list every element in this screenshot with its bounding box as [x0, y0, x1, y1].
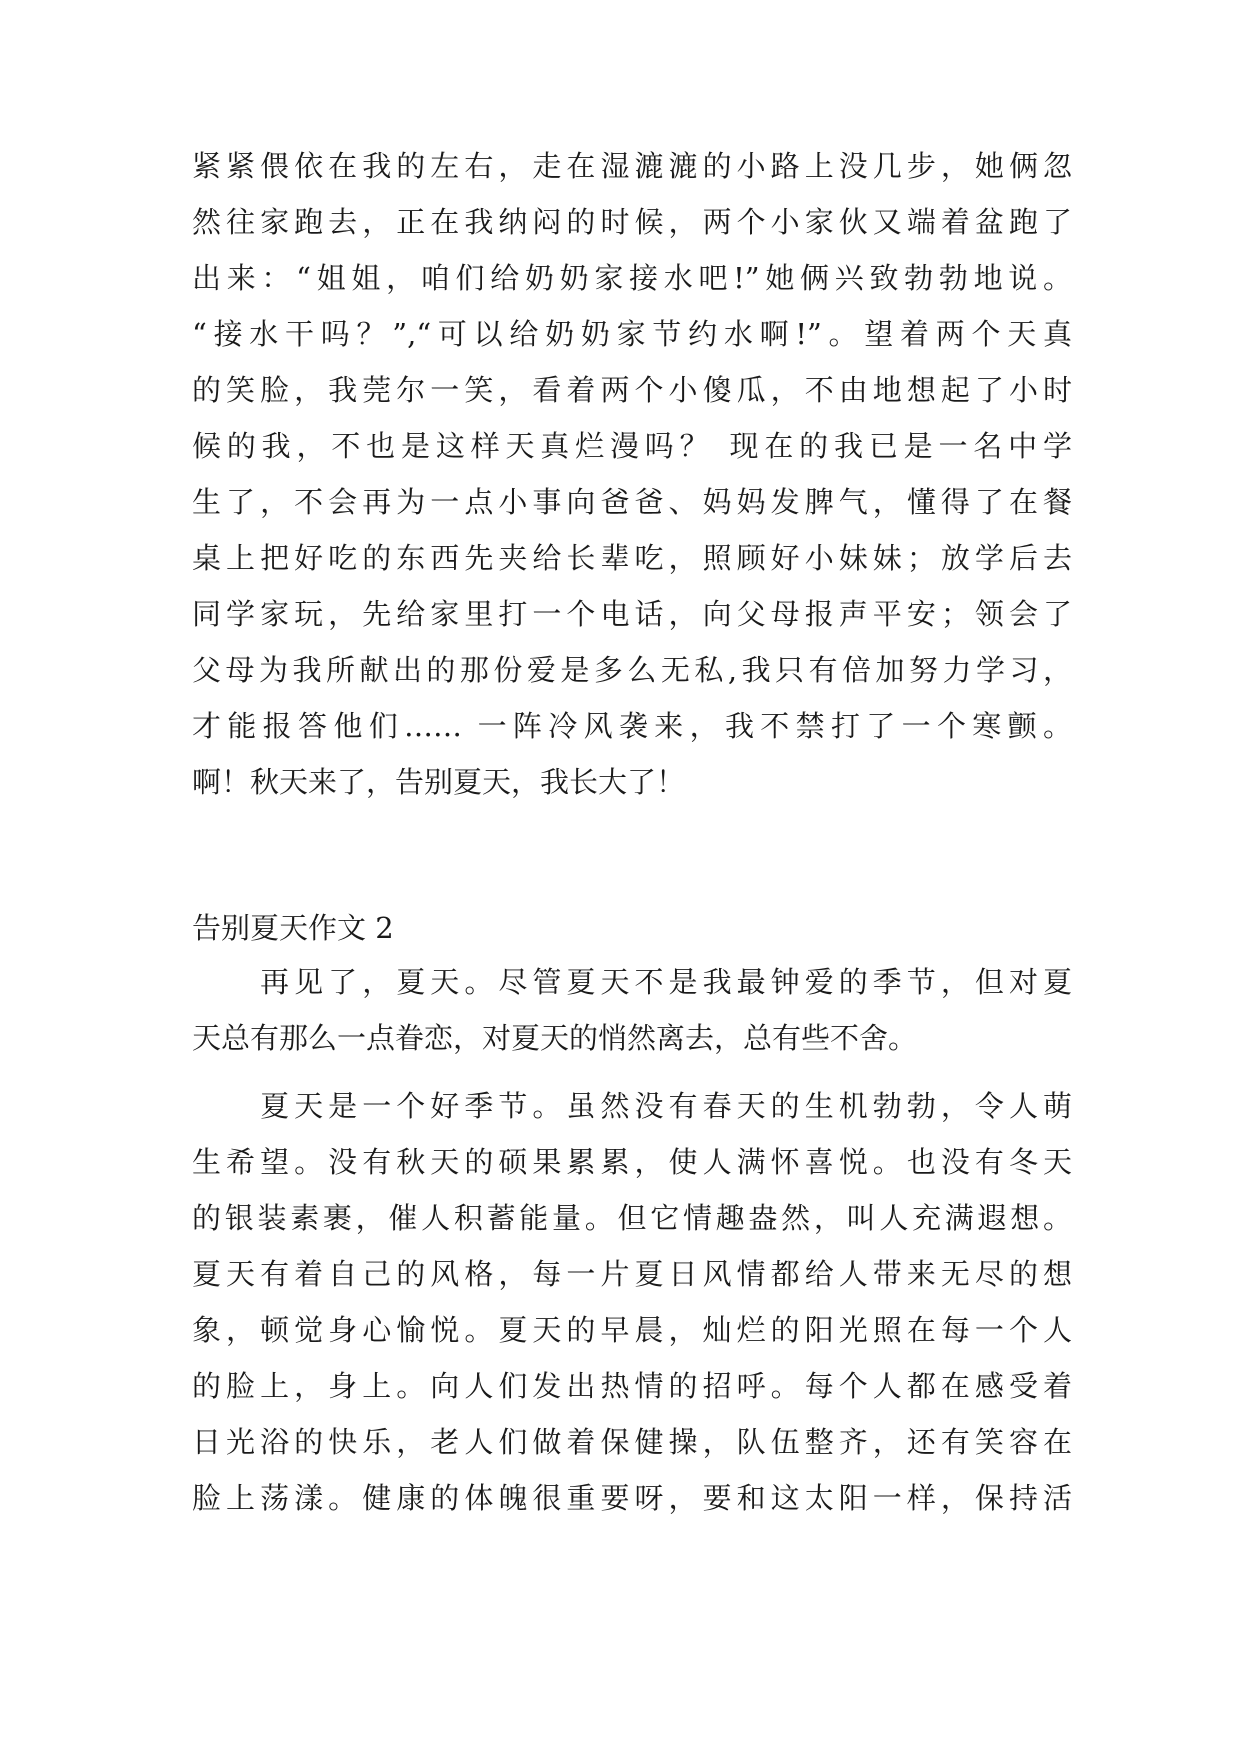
paragraph-line: 同学家玩，先给家里打一个电话，向父母报声平安；领会了: [192, 597, 1072, 631]
paragraph-line: 再见了，夏天。尽管夏天不是我最钟爱的季节，但对夏: [192, 965, 1072, 999]
paragraph-line: 的笑脸，我莞尔一笑，看着两个小傻瓜，不由地想起了小时: [192, 373, 1072, 407]
paragraph-line: 脸上荡漾。健康的体魄很重要呀，要和这太阳一样，保持活: [192, 1481, 1072, 1515]
paragraph-line: 紧紧偎依在我的左右，走在湿漉漉的小路上没几步，她俩忽: [192, 149, 1072, 183]
paragraph-line: 的银装素裹，催人积蓄能量。但它情趣盎然，叫人充满遐想。: [192, 1201, 1072, 1235]
paragraph-line: 候的我，不也是这样天真烂漫吗？ 现在的我已是一名中学: [192, 429, 1072, 463]
paragraph-line: 生了，不会再为一点小事向爸爸、妈妈发脾气，懂得了在餐: [192, 485, 1072, 519]
paragraph-line: “接水干吗？”,“可以给奶奶家节约水啊!”。望着两个天真: [192, 317, 1072, 351]
paragraph-line: 夏天有着自己的风格，每一片夏日风情都给人带来无尽的想: [192, 1257, 1072, 1291]
paragraph-line: 日光浴的快乐，老人们做着保健操，队伍整齐，还有笑容在: [192, 1425, 1072, 1459]
paragraph-line: 生希望。没有秋天的硕果累累，使人满怀喜悦。也没有冬天: [192, 1145, 1072, 1179]
paragraph-line: 的脸上，身上。向人们发出热情的招呼。每个人都在感受着: [192, 1369, 1072, 1403]
section-title: 告别夏天作文 2: [192, 911, 394, 945]
paragraph-line: 出来：“姐姐，咱们给奶奶家接水吧!”她俩兴致勃勃地说。: [192, 261, 1072, 295]
paragraph-line: 然往家跑去，正在我纳闷的时候，两个小家伙又端着盆跑了: [192, 205, 1072, 239]
paragraph-line: 天总有那么一点眷恋，对夏天的悄然离去，总有些不舍。: [192, 1021, 918, 1055]
paragraph-line: 父母为我所献出的那份爱是多么无私,我只有倍加努力学习，: [192, 653, 1072, 687]
paragraph-line: 才能报答他们…… 一阵冷风袭来，我不禁打了一个寒颤。: [192, 709, 1072, 743]
paragraph-line: 啊！秋天来了，告别夏天，我长大了！: [192, 765, 686, 799]
paragraph-line: 桌上把好吃的东西先夹给长辈吃，照顾好小妹妹；放学后去: [192, 541, 1072, 575]
paragraph-line: 夏天是一个好季节。虽然没有春天的生机勃勃，令人萌: [192, 1089, 1072, 1123]
paragraph-line: 象，顿觉身心愉悦。夏天的早晨，灿烂的阳光照在每一个人: [192, 1313, 1072, 1347]
